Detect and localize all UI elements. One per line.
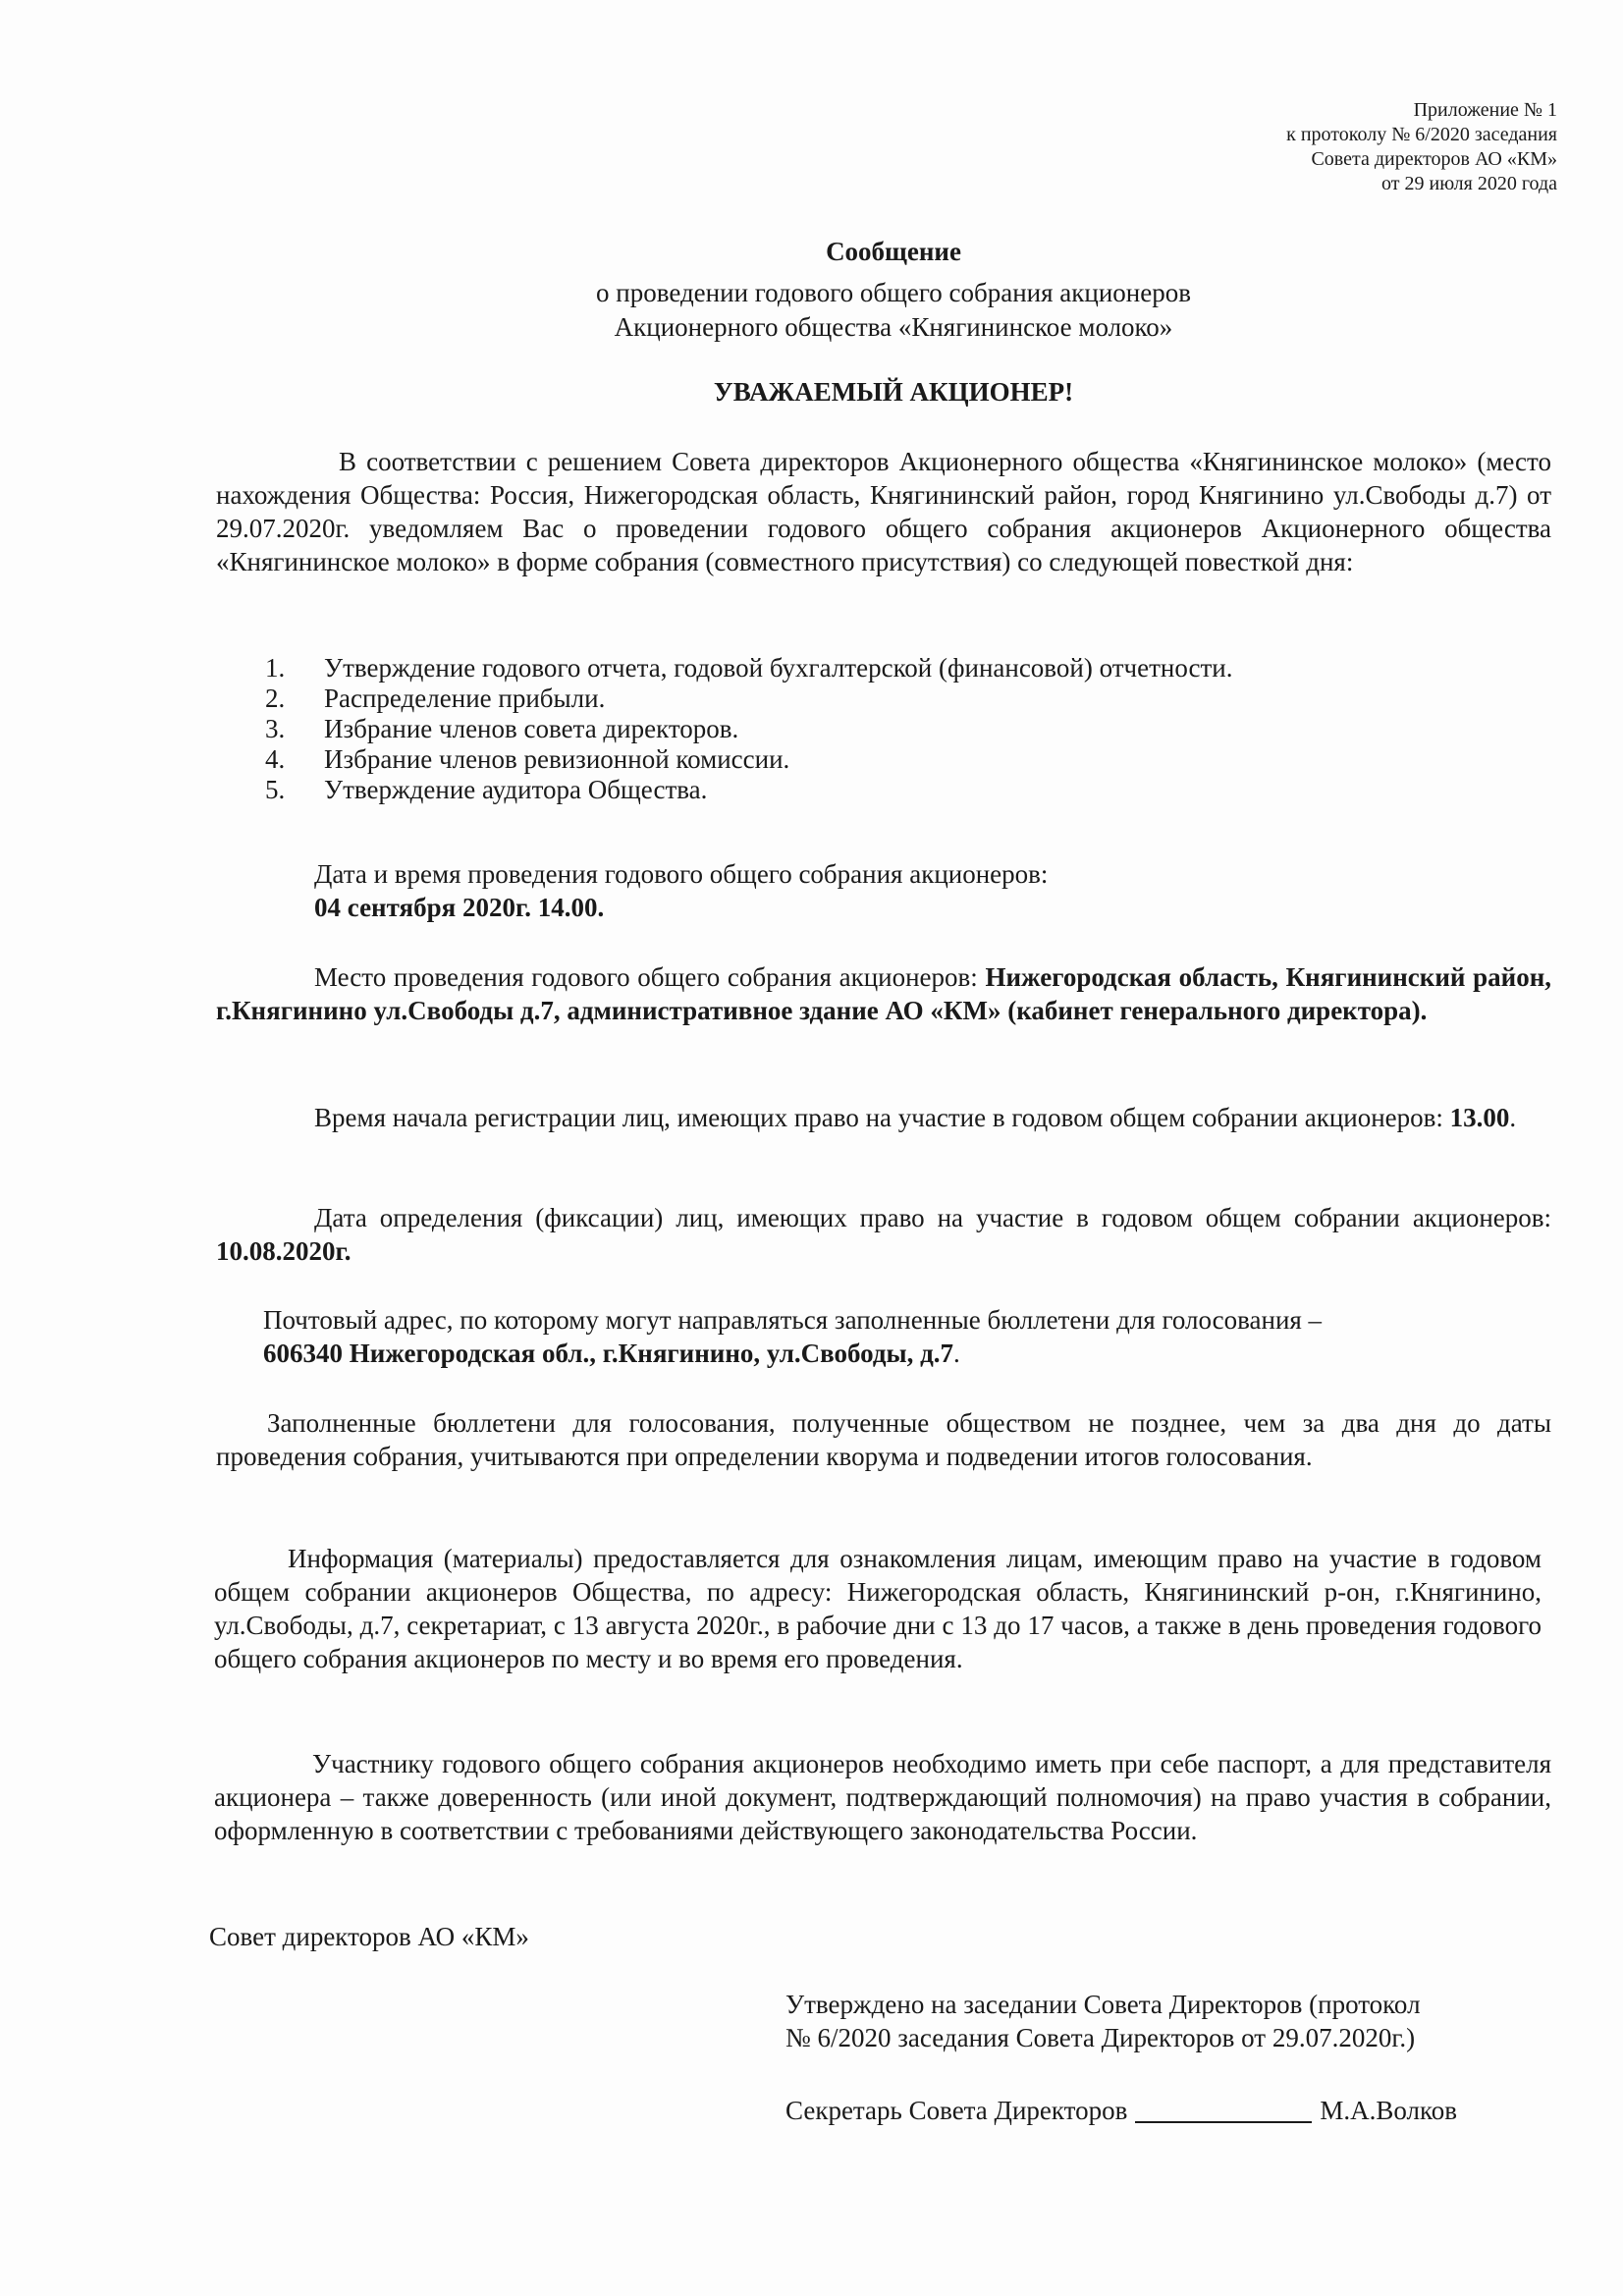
- intro-paragraph: В соответствии с решением Совета директоров Акционерного общества «Княгининское молоко» (место нахождения Общества: Россия, Нижегородская область, Княгининский район, город Княгинино ул.Свободы д.7) от 29.07.2020г. уведомляем Вас о проведении годового общего собрания акционеров Акционерного общества «Княгининское молоко» в форме собрания (совместного присутствия) со следующей повесткой дня:: [216, 447, 1551, 576]
- agenda-text: Утверждение аудитора Общества.: [324, 775, 708, 804]
- postal-address: [263, 1303, 1322, 1370]
- postal-label: Почтовый адрес, по которому могут направляться заполненные бюллетени для голосования –: [263, 1305, 1323, 1335]
- postal-suffix: .: [953, 1339, 960, 1368]
- datetime-value: 04 сентября 2020г. 14.00.: [314, 893, 605, 922]
- approval-line-1: Утверждено на заседании Совета Директоров (протокол: [785, 1990, 1421, 2019]
- greeting: УВАЖАЕМЫЙ АКЦИОНЕР!: [713, 377, 1074, 407]
- meeting-datetime: [314, 857, 1048, 924]
- record-date-value: 10.08.2020г.: [216, 1236, 352, 1266]
- agenda-text: Распределение прибыли.: [324, 683, 606, 713]
- record-date: [216, 1201, 1551, 1268]
- meeting-place: [216, 960, 1551, 1027]
- agenda-item: [265, 744, 1232, 775]
- datetime-label: Дата и время проведения годового общего собрания акционеров:: [314, 859, 1049, 889]
- information-paragraph: Информация (материалы) предоставляется для ознакомления лицам, имеющим право на участие в годовом общем собрании акционеров Общества, по адресу: Нижегородская область, Княгининский р-он, г.Княгинино, ул.Свободы, д.7, секретариат, с 13 августа 2020г., в рабочие дни с 13 до 17 часов, а также в день проведения годового общего собрания акционеров по месту и во время его проведения.: [214, 1544, 1542, 1673]
- documents-paragraph: Участнику годового общего собрания акционеров необходимо иметь при себе паспорт, а для представителя акционера – также доверенность (или иной документ, подтверждающий полномочия) на право участия в собрании, оформленную в соответствии с требованиями действующего законодательства России.: [214, 1749, 1551, 1845]
- secretary-signature: [785, 2094, 1457, 2127]
- agenda-text: Избрание членов ревизионной комиссии.: [324, 744, 790, 774]
- registration-time: [216, 1101, 1551, 1134]
- agenda-item: [265, 714, 1232, 744]
- agenda-list: [265, 653, 1232, 805]
- agenda-item: [265, 683, 1232, 714]
- registration-label: Время начала регистрации лиц, имеющих право на участие в годовом общем собрании акционеров:: [314, 1103, 1450, 1132]
- appendix-note: [1066, 98, 1557, 196]
- subtitle-line-1: о проведении годового общего собрания акционеров: [596, 278, 1191, 307]
- secretary-name: М.А.Волков: [1320, 2096, 1457, 2125]
- signature-line: [1135, 2120, 1312, 2123]
- document-subtitle: [0, 276, 1623, 345]
- agenda-number: 4.: [265, 744, 286, 774]
- record-date-label: Дата определения (фиксации) лиц, имеющих право на участие в годовом общем собрании акционеров:: [314, 1203, 1551, 1232]
- agenda-number: 1.: [265, 653, 286, 683]
- place-value: Нижегородская область, Княгининский район, г.Княгинино ул.Свободы д.7, административное здание АО «КМ» (кабинет генерального директора).: [216, 962, 1552, 1025]
- agenda-text: Избрание членов совета директоров.: [324, 714, 739, 743]
- agenda-number: 5.: [265, 775, 286, 804]
- agenda-number: 3.: [265, 714, 286, 743]
- approval-line-2: № 6/2020 заседания Совета Директоров от 29.07.2020г.): [785, 2023, 1416, 2052]
- approval-note: [785, 1988, 1421, 2054]
- appendix-line-1: Приложение № 1: [1413, 99, 1557, 121]
- registration-suffix: .: [1509, 1103, 1517, 1132]
- appendix-line-2: к протоколу № 6/2020 заседания: [1286, 124, 1557, 145]
- place-label: Место проведения годового общего собрания акционеров:: [314, 962, 986, 992]
- appendix-line-3: Совета директоров АО «КМ»: [1311, 148, 1557, 170]
- agenda-number: 2.: [265, 683, 286, 713]
- postal-value-line: [263, 1337, 1322, 1370]
- secretary-label: Секретарь Совета Директоров: [785, 2096, 1128, 2125]
- agenda-item: [265, 653, 1232, 683]
- agenda-text: Утверждение годового отчета, годовой бухгалтерской (финансовой) отчетности.: [324, 653, 1233, 683]
- appendix-line-4: от 29 июля 2020 года: [1381, 173, 1557, 194]
- subtitle-line-2: Акционерного общества «Княгининское молоко»: [614, 312, 1173, 342]
- board-signature: Совет директоров АО «КМ»: [209, 1922, 529, 1951]
- registration-value: 13.00: [1449, 1103, 1510, 1132]
- postal-value: 606340 Нижегородская обл., г.Княгинино, ул.Свободы, д.7: [263, 1339, 954, 1368]
- agenda-item: [265, 775, 1232, 805]
- document-title: Сообщение: [826, 237, 961, 266]
- ballots-paragraph: Заполненные бюллетени для голосования, полученные обществом не позднее, чем за два дня до даты проведения собрания, учитываются при определении кворума и подведении итогов голосования.: [216, 1408, 1551, 1471]
